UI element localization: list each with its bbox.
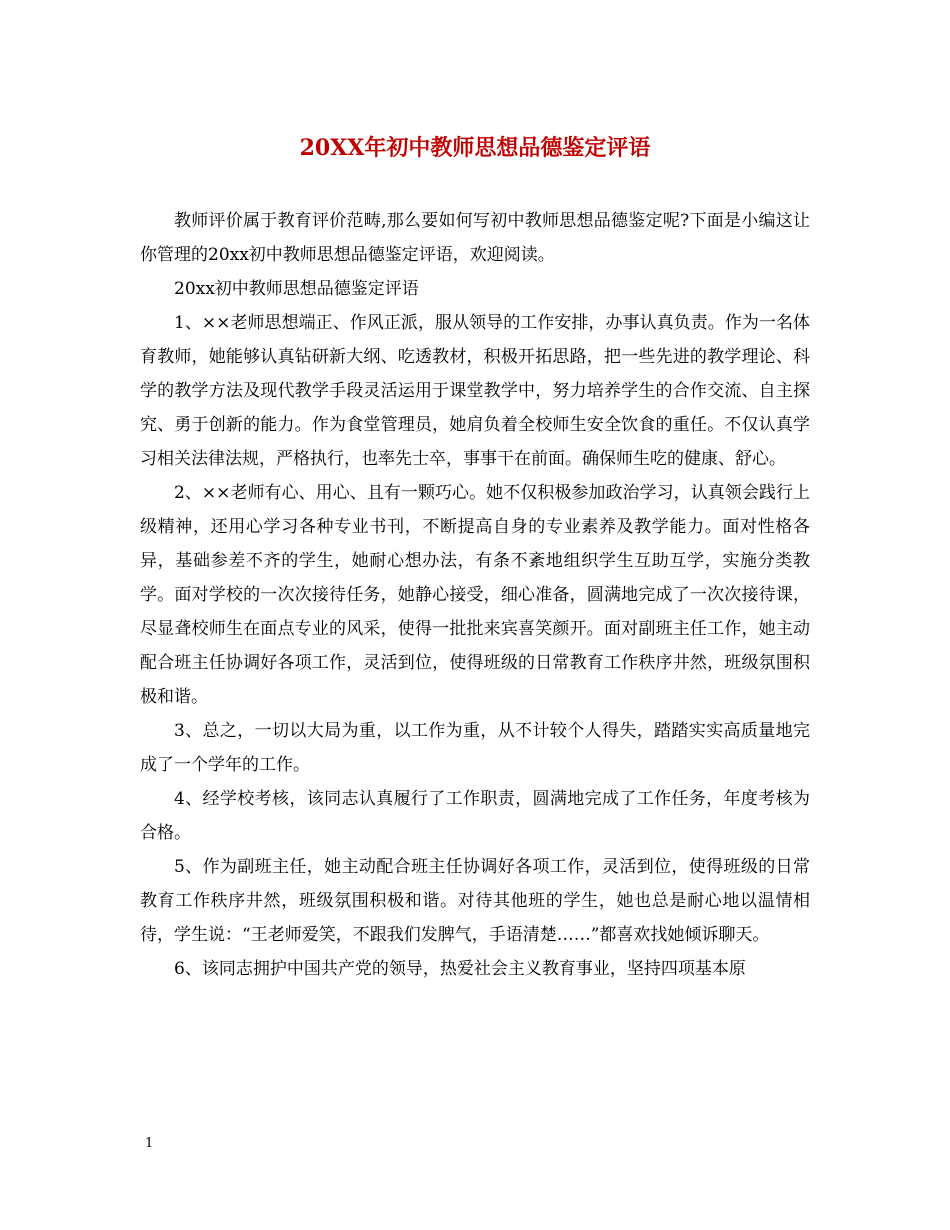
evaluation-paragraph-1: 1、××老师思想端正、作风正派，服从领导的工作安排，办事认真负责。作为一名体育教师，她能够认真钻研新大纲、吃透教材，积极开拓思路，把一些先进的教学理论、科学的教学方法及现代教学手段灵活运用于课堂教学中，努力培养学生的合作交流、自主探究、勇于创新的能力。作为食堂管理员，她肩负着全校师生安全饮食的重任。不仅认真学习相关法律法规，严格执行，也率先士卒，事事干在前面。确保师生吃的健康、舒心。: [140, 313, 810, 469]
evaluation-paragraph-5: 5、作为副班主任，她主动配合班主任协调好各项工作，灵活到位，使得班级的日常教育工作秩序井然，班级氛围积极和谐。对待其他班的学生，她也总是耐心地以温情相待，学生说：“王老师爱笑，不跟我们发脾气，手语清楚……”都喜欢找她倾诉聊天。: [140, 857, 810, 945]
intro-paragraph: 教师评价属于教育评价范畴,那么要如何写初中教师思想品德鉴定呢?下面是小编这让你管理的20xx初中教师思想品德鉴定评语，欢迎阅读。: [140, 211, 810, 265]
evaluation-paragraph-4: 4、经学校考核，该同志认真履行了工作职责，圆满地完成了工作任务，年度考核为合格。: [140, 789, 810, 843]
evaluation-paragraph-6: 6、该同志拥护中国共产党的领导，热爱社会主义教育事业，坚持四项基本原: [174, 959, 746, 979]
page-number: 1: [145, 1136, 154, 1151]
section-heading: 20xx初中教师思想品德鉴定评语: [174, 279, 419, 299]
evaluation-paragraph-3: 3、总之，一切以大局为重，以工作为重，从不计较个人得失，踏踏实实高质量地完成了一个学年的工作。: [140, 721, 810, 775]
document-body: [140, 204, 810, 986]
evaluation-paragraph-2: 2、××老师有心、用心、且有一颗巧心。她不仅积极参加政治学习，认真领会践行上级精神，还用心学习各种专业书刊，不断提高自身的专业素养及教学能力。面对性格各异，基础参差不齐的学生，她耐心想办法，有条不紊地组织学生互助互学，实施分类教学。面对学校的一次次接待任务，她静心接受，细心准备，圆满地完成了一次次接待课，尽显聋校师生在面点专业的风采，使得一批批来宾喜笑颜开。面对副班主任工作，她主动配合班主任协调好各项工作，灵活到位，使得班级的日常教育工作秩序井然，班级氛围积极和谐。: [140, 483, 810, 707]
document-title: 20XX年初中教师思想品德鉴定评语: [299, 135, 651, 161]
